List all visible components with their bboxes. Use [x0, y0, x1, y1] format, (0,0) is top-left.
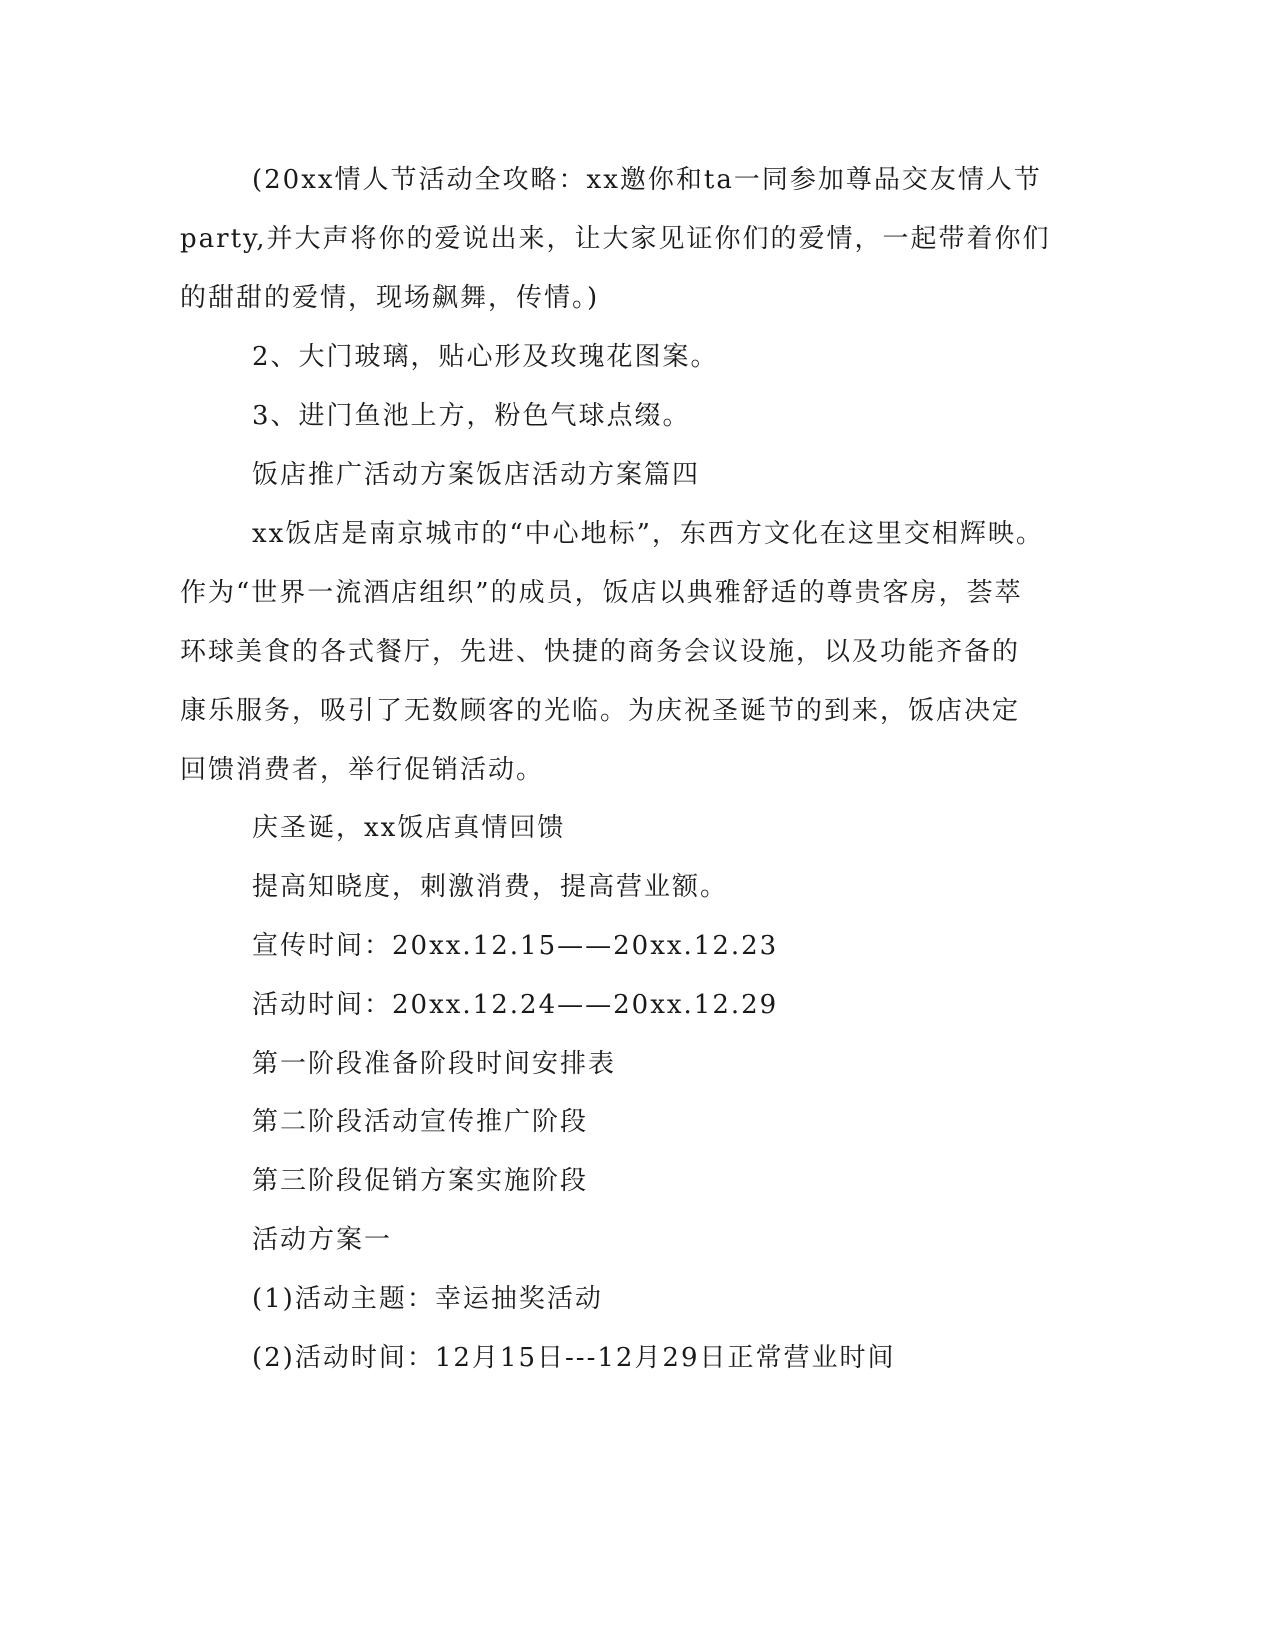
paragraph-line: 庆圣诞，xx饭店真情回馈	[252, 813, 566, 843]
paragraph-line: 第三阶段促销方案实施阶段	[252, 1166, 589, 1196]
section-heading: 饭店推广活动方案饭店活动方案篇四	[252, 460, 701, 490]
paragraph-line: 2、大门玻璃，贴心形及玫瑰花图案。	[252, 342, 719, 372]
paragraph-line: 康乐服务，吸引了无数顾客的光临。为庆祝圣诞节的到来，饭店决定	[180, 696, 1021, 726]
paragraph-line: (20xx情人节活动全攻略：xx邀你和ta一同参加尊品交友情人节	[252, 165, 1042, 195]
paragraph-line: 3、进门鱼池上方，粉色气球点缀。	[252, 401, 691, 431]
paragraph-line: 作为“世界一流酒店组织”的成员，饭店以典雅舒适的尊贵客房，荟萃	[180, 578, 1023, 608]
paragraph-line: 提高知晓度，刺激消费，提高营业额。	[252, 872, 729, 902]
paragraph-line: party,并大声将你的爱说出来，让大家见证你们的爱情，一起带着你们	[180, 224, 1051, 254]
paragraph-line: 活动方案一	[252, 1225, 393, 1255]
paragraph-line: 的甜甜的爱情，现场飙舞，传情。)	[180, 283, 600, 313]
paragraph-line: 第一阶段准备阶段时间安排表	[252, 1049, 617, 1079]
paragraph-line: (2)活动时间：12月15日---12月29日正常营业时间	[252, 1343, 896, 1373]
paragraph-line: 宣传时间：20xx.12.15——20xx.12.23	[252, 931, 779, 961]
paragraph-line: 第二阶段活动宣传推广阶段	[252, 1107, 589, 1137]
paragraph-line: 回馈消费者，举行促销活动。	[180, 755, 545, 785]
paragraph-line: 活动时间：20xx.12.24——20xx.12.29	[252, 990, 779, 1020]
paragraph-line: (1)活动主题：幸运抽奖活动	[252, 1284, 603, 1314]
paragraph-line: xx饭店是南京城市的“中心地标”，东西方文化在这里交相辉映。	[252, 519, 1044, 549]
paragraph-line: 环球美食的各式餐厅，先进、快捷的商务会议设施，以及功能齐备的	[180, 637, 1021, 667]
